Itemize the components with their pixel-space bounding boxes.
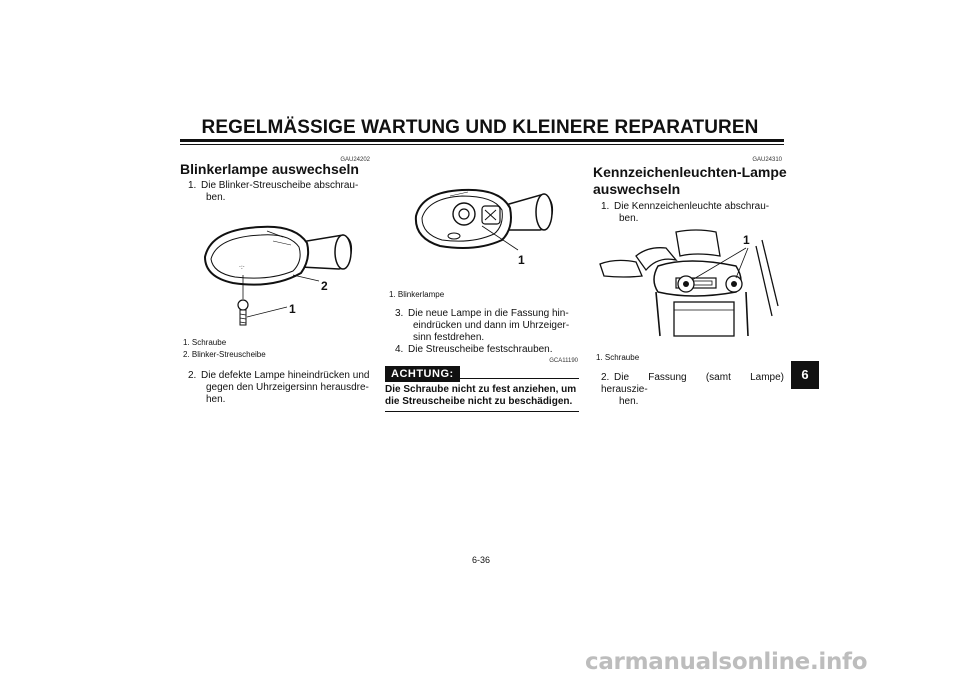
step-text-cont: hen. bbox=[619, 396, 639, 407]
license-plate-light-figure bbox=[596, 226, 784, 344]
section-code: GAU24310 bbox=[752, 157, 782, 163]
step-text-cont: sinn festdrehen. bbox=[413, 332, 485, 343]
notice-line: Die Schraube nicht zu fest anziehen, um bbox=[385, 384, 577, 395]
chapter-tab: 6 bbox=[791, 361, 819, 389]
header-rule bbox=[180, 139, 784, 142]
notice-rule bbox=[455, 378, 579, 379]
section-code: GAU24202 bbox=[340, 157, 370, 163]
step-text: Die defekte Lampe hineindrücken und bbox=[201, 370, 370, 381]
step-text-cont: eindrücken und dann im Uhrzeiger- bbox=[413, 320, 570, 331]
step-number: 2. bbox=[601, 372, 610, 383]
callout-1: 1 bbox=[743, 233, 750, 247]
step-text: Die Kennzeichenleuchte abschrau- bbox=[614, 201, 770, 212]
section-heading bbox=[593, 164, 787, 198]
section-heading-line: Kennzeichenleuchten-Lampe bbox=[593, 164, 787, 180]
step-number: 4. bbox=[395, 344, 404, 355]
notice-line: die Streuscheibe nicht zu beschädigen. bbox=[385, 396, 573, 407]
callout-1: 1 bbox=[289, 302, 296, 316]
step-number: 2. bbox=[188, 370, 197, 381]
step-text-cont: hen. bbox=[206, 394, 226, 405]
step-text-cont: ben. bbox=[619, 213, 639, 224]
header-rule-thin bbox=[180, 144, 784, 145]
step-text: Die Fassung (samt Lampe) herauszie- bbox=[601, 372, 784, 395]
step-4 bbox=[395, 344, 578, 356]
caption-2: 2. Blinker-Streuscheibe bbox=[183, 350, 266, 359]
step-text-cont: gegen den Uhrzeigersinn herausdre- bbox=[206, 382, 369, 393]
step-1 bbox=[188, 180, 371, 204]
notice-label: ACHTUNG: bbox=[385, 366, 460, 382]
notice-text bbox=[385, 384, 585, 408]
caption-1: 1. Schraube bbox=[183, 338, 227, 347]
step-number: 1. bbox=[601, 201, 610, 212]
turn-signal-bulb-figure bbox=[390, 180, 575, 285]
caption-schraube: 1. Schraube bbox=[596, 353, 640, 362]
step-text: Die Blinker-Streuscheibe abschrau- bbox=[201, 180, 359, 191]
step-text: Die neue Lampe in die Fassung hin- bbox=[408, 308, 569, 319]
notice-code: GCA11190 bbox=[549, 358, 578, 364]
step-2 bbox=[188, 370, 371, 406]
step-3 bbox=[395, 308, 578, 344]
svg-text:·:·: ·:· bbox=[239, 264, 245, 271]
section-heading: Blinkerlampe auswechseln bbox=[180, 161, 359, 177]
watermark: carmanualsonline.info bbox=[585, 649, 868, 675]
step-text-cont: ben. bbox=[206, 192, 226, 203]
step-number: 3. bbox=[395, 308, 404, 319]
step-number: 1. bbox=[188, 180, 197, 191]
page-number: 6-36 bbox=[471, 555, 490, 565]
step-text: Die Streuscheibe festschrauben. bbox=[408, 344, 553, 355]
notice-bottom-rule bbox=[385, 411, 579, 412]
step-2 bbox=[601, 372, 784, 408]
step-1 bbox=[601, 201, 784, 225]
turn-signal-lens-figure bbox=[183, 215, 368, 335]
callout-1: 1 bbox=[518, 253, 525, 267]
section-heading-line: auswechseln bbox=[593, 181, 681, 197]
page-title: REGELMÄSSIGE WARTUNG UND KLEINERE REPARATUREN bbox=[201, 117, 759, 138]
caption-blinkerlampe: 1. Blinkerlampe bbox=[389, 290, 445, 299]
callout-2: 2 bbox=[321, 279, 328, 293]
